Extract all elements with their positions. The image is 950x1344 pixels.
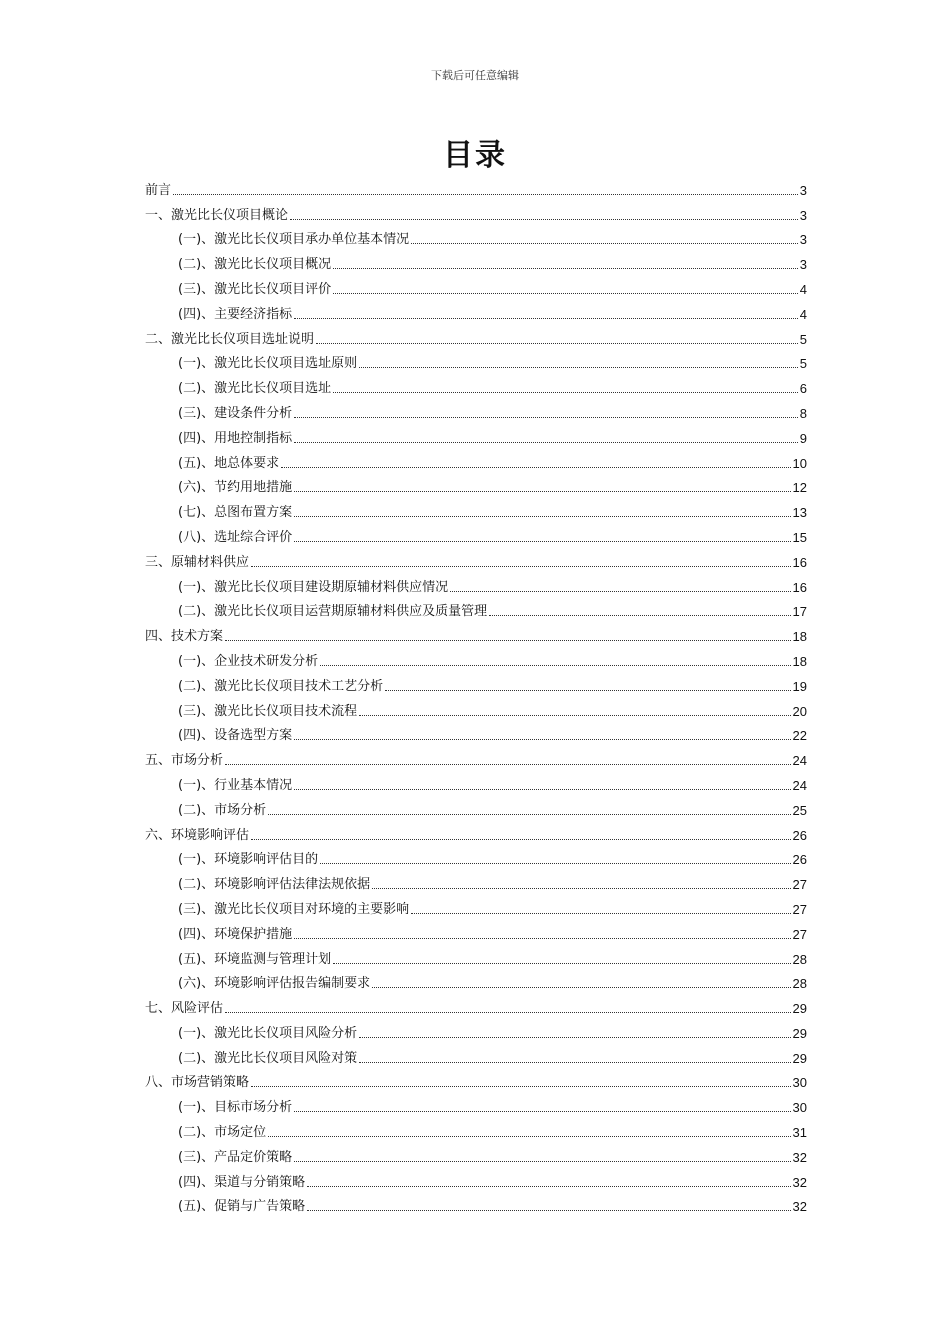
toc-leader-dots (294, 789, 790, 790)
toc-entry-page-number: 20 (792, 703, 807, 719)
toc-entry-page-number: 24 (792, 753, 807, 769)
toc-entry[interactable] (145, 970, 807, 995)
toc-entry-page-number: 10 (792, 455, 807, 471)
toc-entry[interactable] (145, 498, 807, 523)
toc-entry-page-number: 4 (799, 281, 807, 297)
toc-entry-label: 六、环境影响评估 (145, 827, 250, 843)
toc-entry[interactable] (145, 1168, 807, 1193)
toc-entry-label: (三)、激光比长仪项目对环境的主要影响 (178, 901, 410, 917)
toc-entry-label: (一)、企业技术研发分析 (178, 653, 319, 669)
toc-leader-dots (294, 541, 790, 542)
toc-entry-label: (二)、市场定位 (178, 1125, 267, 1141)
toc-entry-page-number: 22 (792, 728, 807, 744)
toc-entry-label: (三)、激光比长仪项目技术流程 (178, 703, 358, 719)
toc-leader-dots (294, 739, 790, 740)
toc-entry[interactable] (145, 622, 807, 647)
toc-leader-dots (173, 194, 798, 195)
toc-leader-dots (294, 1161, 790, 1162)
toc-entry-label: (四)、渠道与分销策略 (178, 1174, 306, 1190)
toc-leader-dots (320, 863, 790, 864)
toc-leader-dots (359, 1062, 790, 1063)
toc-leader-dots (307, 1186, 790, 1187)
toc-entry-label: (八)、选址综合评价 (178, 529, 293, 545)
toc-entry-label: (三)、产品定价策略 (178, 1149, 293, 1165)
toc-entry-page-number: 18 (792, 653, 807, 669)
toc-entry[interactable] (145, 1044, 807, 1069)
toc-leader-dots (307, 1210, 790, 1211)
toc-leader-dots (290, 219, 798, 220)
toc-leader-dots (225, 764, 791, 765)
toc-leader-dots (411, 913, 790, 914)
toc-entry-page-number: 12 (792, 480, 807, 496)
toc-entry-page-number: 3 (799, 257, 807, 273)
toc-entry[interactable] (145, 250, 807, 275)
table-of-contents (145, 176, 807, 1217)
toc-entry-label: (六)、环境影响评估报告编制要求 (178, 976, 371, 992)
toc-entry-label: (五)、地总体要求 (178, 455, 280, 471)
toc-entry-page-number: 3 (799, 232, 807, 248)
toc-entry-page-number: 32 (792, 1149, 807, 1165)
toc-entry-page-number: 19 (792, 678, 807, 694)
toc-entry-page-number: 5 (799, 356, 807, 372)
toc-entry[interactable] (145, 697, 807, 722)
toc-entry-label: (四)、设备选型方案 (178, 728, 293, 744)
toc-entry-label: (二)、激光比长仪项目技术工艺分析 (178, 678, 384, 694)
toc-entry-page-number: 28 (792, 976, 807, 992)
toc-entry[interactable] (145, 449, 807, 474)
toc-entry-page-number: 5 (799, 331, 807, 347)
toc-entry-label: (二)、市场分析 (178, 802, 267, 818)
toc-entry[interactable] (145, 945, 807, 970)
toc-entry[interactable] (145, 548, 807, 573)
toc-entry-page-number: 26 (792, 852, 807, 868)
toc-entry-page-number: 27 (792, 901, 807, 917)
toc-entry-label: (一)、目标市场分析 (178, 1100, 293, 1116)
toc-entry-label: (四)、环境保护措施 (178, 926, 293, 942)
toc-entry-page-number: 26 (792, 827, 807, 843)
toc-leader-dots (320, 665, 790, 666)
toc-entry[interactable] (145, 846, 807, 871)
toc-leader-dots (294, 442, 798, 443)
toc-entry[interactable] (145, 647, 807, 672)
toc-entry-label: 三、原辅材料供应 (145, 554, 250, 570)
toc-entry-label: 二、激光比长仪项目选址说明 (145, 331, 315, 347)
toc-leader-dots (333, 268, 798, 269)
toc-leader-dots (333, 963, 790, 964)
toc-entry-label: (五)、环境监测与管理计划 (178, 951, 332, 967)
toc-entry-label: (五)、促销与广告策略 (178, 1199, 306, 1215)
toc-entry[interactable] (145, 895, 807, 920)
toc-entry[interactable] (145, 399, 807, 424)
toc-entry[interactable] (145, 920, 807, 945)
toc-entry-page-number: 32 (792, 1174, 807, 1190)
toc-entry-label: (七)、总图布置方案 (178, 505, 293, 521)
toc-entry-page-number: 4 (799, 306, 807, 322)
toc-entry[interactable] (145, 1193, 807, 1218)
toc-entry[interactable] (145, 870, 807, 895)
toc-entry-page-number: 17 (792, 604, 807, 620)
toc-entry[interactable] (145, 598, 807, 623)
toc-entry[interactable] (145, 424, 807, 449)
toc-leader-dots (333, 293, 798, 294)
toc-entry-page-number: 27 (792, 877, 807, 893)
toc-entry[interactable] (145, 672, 807, 697)
toc-entry[interactable] (145, 821, 807, 846)
toc-entry-label: (二)、激光比长仪项目选址 (178, 381, 332, 397)
toc-entry-label: (一)、激光比长仪项目承办单位基本情况 (178, 232, 410, 248)
toc-entry-label: (一)、激光比长仪项目选址原则 (178, 356, 358, 372)
toc-entry-page-number: 9 (799, 430, 807, 446)
toc-entry-page-number: 29 (792, 1050, 807, 1066)
toc-leader-dots (294, 318, 798, 319)
toc-entry-label: 前言 (145, 182, 172, 198)
toc-leader-dots (294, 938, 790, 939)
toc-entry-page-number: 31 (792, 1125, 807, 1141)
toc-entry[interactable] (145, 325, 807, 350)
toc-entry[interactable] (145, 201, 807, 226)
toc-entry[interactable] (145, 226, 807, 251)
toc-entry[interactable] (145, 573, 807, 598)
toc-entry-page-number: 24 (792, 777, 807, 793)
toc-leader-dots (450, 591, 790, 592)
toc-entry-label: (二)、激光比长仪项目运营期原辅材料供应及质量管理 (178, 604, 488, 620)
toc-entry-page-number: 15 (792, 529, 807, 545)
toc-entry[interactable] (145, 994, 807, 1019)
toc-entry-page-number: 3 (799, 182, 807, 198)
toc-entry-label: 八、市场营销策略 (145, 1075, 250, 1091)
toc-entry-page-number: 13 (792, 505, 807, 521)
toc-entry-page-number: 30 (792, 1075, 807, 1091)
toc-leader-dots (281, 467, 790, 468)
toc-entry[interactable] (145, 1118, 807, 1143)
toc-entry-page-number: 29 (792, 1025, 807, 1041)
toc-entry[interactable] (145, 1019, 807, 1044)
toc-entry-page-number: 18 (792, 629, 807, 645)
toc-leader-dots (372, 987, 790, 988)
toc-leader-dots (294, 516, 790, 517)
toc-leader-dots (294, 491, 790, 492)
toc-entry-page-number: 6 (799, 381, 807, 397)
toc-entry-label: (三)、建设条件分析 (178, 405, 293, 421)
toc-entry[interactable] (145, 1069, 807, 1094)
toc-leader-dots (225, 640, 791, 641)
toc-entry[interactable] (145, 746, 807, 771)
toc-entry-page-number: 28 (792, 951, 807, 967)
toc-entry-label: (一)、行业基本情况 (178, 777, 293, 793)
toc-entry[interactable] (145, 796, 807, 821)
toc-entry[interactable] (145, 474, 807, 499)
toc-entry-page-number: 3 (799, 207, 807, 223)
toc-entry-label: 七、风险评估 (145, 1001, 224, 1017)
toc-entry-page-number: 32 (792, 1199, 807, 1215)
toc-leader-dots (333, 392, 798, 393)
toc-entry[interactable] (145, 300, 807, 325)
toc-leader-dots (268, 1136, 790, 1137)
toc-entry-label: 四、技术方案 (145, 629, 224, 645)
toc-entry-label: (一)、环境影响评估目的 (178, 852, 319, 868)
toc-leader-dots (411, 243, 798, 244)
toc-entry-label: (三)、激光比长仪项目评价 (178, 281, 332, 297)
toc-leader-dots (294, 417, 798, 418)
toc-leader-dots (225, 1012, 791, 1013)
toc-leader-dots (359, 1037, 790, 1038)
toc-entry-label: 一、激光比长仪项目概论 (145, 207, 289, 223)
toc-entry[interactable] (145, 771, 807, 796)
page-title: 目录 (443, 138, 507, 173)
toc-entry-label: (四)、用地控制指标 (178, 430, 293, 446)
toc-leader-dots (268, 814, 790, 815)
toc-entry-label: (二)、激光比长仪项目风险对策 (178, 1050, 358, 1066)
toc-leader-dots (359, 715, 790, 716)
toc-leader-dots (359, 367, 798, 368)
toc-entry-page-number: 16 (792, 579, 807, 595)
toc-leader-dots (294, 1111, 790, 1112)
toc-entry-label: (四)、主要经济指标 (178, 306, 293, 322)
toc-entry-page-number: 29 (792, 1001, 807, 1017)
toc-leader-dots (251, 566, 791, 567)
toc-entry-page-number: 8 (799, 405, 807, 421)
toc-entry-label: (二)、激光比长仪项目概况 (178, 257, 332, 273)
toc-entry[interactable] (145, 374, 807, 399)
toc-entry[interactable] (145, 523, 807, 548)
toc-leader-dots (385, 690, 790, 691)
toc-entry-label: (六)、节约用地措施 (178, 480, 293, 496)
toc-entry[interactable] (145, 275, 807, 300)
toc-entry-page-number: 27 (792, 926, 807, 942)
toc-entry-page-number: 30 (792, 1100, 807, 1116)
toc-leader-dots (372, 888, 790, 889)
toc-entry[interactable] (145, 722, 807, 747)
toc-entry-page-number: 25 (792, 802, 807, 818)
toc-entry-page-number: 16 (792, 554, 807, 570)
toc-entry[interactable] (145, 176, 807, 201)
page-header: 下载后可任意编辑 (431, 69, 519, 82)
toc-entry-label: 五、市场分析 (145, 753, 224, 769)
toc-leader-dots (251, 839, 791, 840)
toc-entry[interactable] (145, 350, 807, 375)
toc-entry[interactable] (145, 1093, 807, 1118)
toc-entry[interactable] (145, 1143, 807, 1168)
toc-leader-dots (251, 1086, 791, 1087)
toc-entry-label: (一)、激光比长仪项目建设期原辅材料供应情况 (178, 579, 449, 595)
toc-entry-label: (一)、激光比长仪项目风险分析 (178, 1025, 358, 1041)
toc-leader-dots (316, 343, 798, 344)
toc-entry-label: (二)、环境影响评估法律法规依据 (178, 877, 371, 893)
toc-leader-dots (489, 615, 790, 616)
